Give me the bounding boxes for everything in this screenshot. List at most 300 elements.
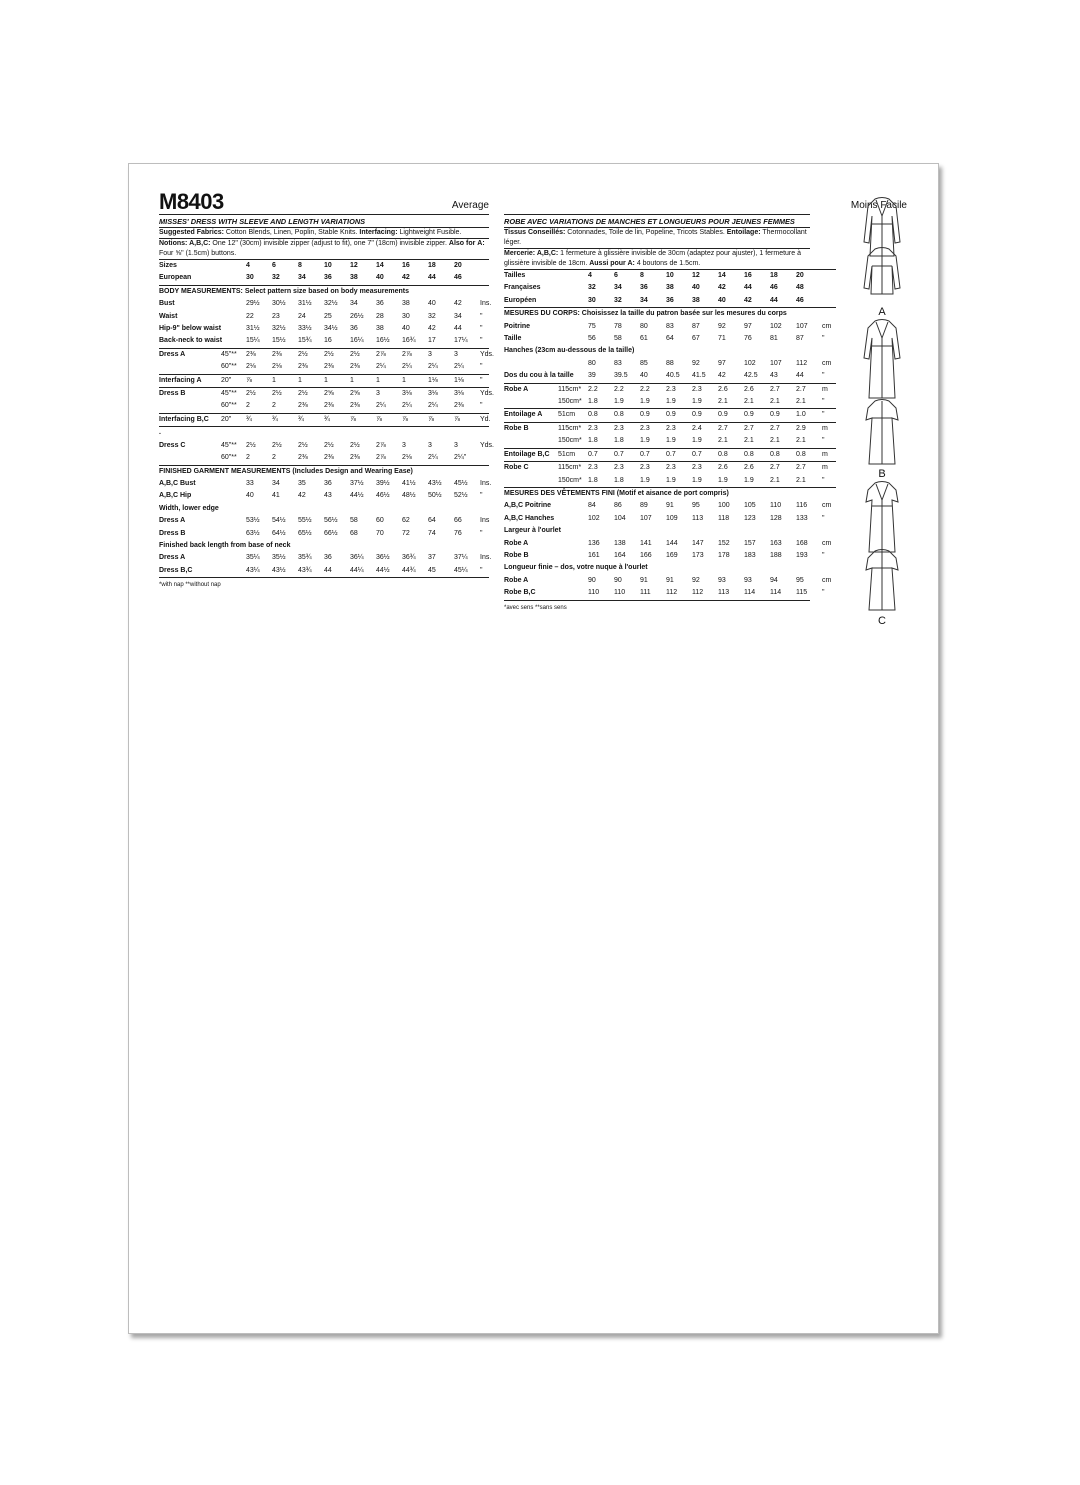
size-cell: 87 [796, 335, 804, 343]
french-header [504, 164, 907, 214]
size-cell: 113 [692, 514, 704, 522]
size-cell: 0.7 [666, 448, 692, 461]
size-cell: 173 [692, 551, 704, 559]
row-label: Robe B [504, 422, 558, 435]
size-cell: 60 [376, 517, 384, 525]
size-cell [298, 427, 324, 440]
size-cell: 118 [718, 514, 730, 522]
size-cell: 2½ [350, 441, 360, 449]
row-label: Dos du cou à la taille [504, 372, 574, 380]
unit-cell [822, 295, 836, 308]
fabric-width: 150cm* [558, 476, 582, 484]
interfacing-label: Interfacing: [359, 229, 398, 236]
size-cell: 70 [376, 529, 384, 537]
size-cell: 2.7 [796, 383, 822, 396]
size-cell: 86 [614, 502, 622, 510]
french-notions-a-text: 4 boutons de 1.5cm. [636, 260, 701, 267]
unit-cell [480, 427, 489, 440]
size-cell: 28 [376, 312, 384, 320]
size-cell: 2.1 [744, 437, 754, 445]
size-cell: 1 [350, 374, 376, 387]
row-label: Robe A [504, 576, 529, 584]
size-cell: 1.8 [614, 476, 624, 484]
fabric-width [558, 587, 588, 599]
size-cell: 36 [350, 325, 358, 333]
size-cell: 136 [588, 539, 600, 547]
size-cell: 110 [770, 502, 782, 510]
size-cell: 32½ [324, 300, 338, 308]
size-cell: 1 [376, 374, 402, 387]
table-row [504, 562, 836, 574]
size-cell: 141 [640, 539, 652, 547]
size-cell: 56 [588, 335, 596, 343]
size-cell: 80 [588, 359, 596, 367]
size-cell: 188 [770, 551, 782, 559]
size-cell: 39.5 [614, 372, 628, 380]
fabric-width [221, 260, 246, 273]
size-cell: 8 [640, 270, 666, 283]
unit-cell: " [480, 312, 483, 320]
size-cell: 15¼ [246, 337, 260, 345]
size-cell: 42 [718, 372, 726, 380]
size-cell: 0.8 [718, 448, 744, 461]
notions-line [159, 239, 489, 259]
size-cell: 32 [428, 312, 436, 320]
size-cell: 53½ [246, 517, 260, 525]
size-cell: 133 [796, 514, 808, 522]
fabric-width: 115cm* [558, 383, 588, 396]
size-cell: 168 [796, 539, 808, 547]
size-cell: 55½ [298, 517, 312, 525]
section-heading: Longueur finie – dos, votre nuque à l'ourlet [504, 564, 648, 572]
size-cell: 90 [588, 576, 596, 584]
row-label [504, 358, 558, 370]
size-cell: 43½ [272, 566, 286, 574]
row-label: Poitrine [504, 322, 531, 330]
size-cell: 10 [324, 260, 350, 273]
unit-cell: cm [822, 539, 832, 547]
size-cell: 4 [588, 270, 614, 283]
table-row [159, 552, 489, 564]
unit-cell: m [822, 383, 836, 396]
table-row [504, 409, 836, 422]
size-cell: 36 [324, 274, 332, 282]
size-cell [246, 427, 272, 440]
size-cell: 30 [402, 312, 410, 320]
size-cell: 1.9 [666, 398, 676, 406]
fabric-width [221, 272, 246, 284]
size-cell: 112 [666, 589, 678, 597]
table-row [159, 427, 489, 440]
size-cell: 3 [402, 441, 406, 449]
size-cell: 15¾ [298, 337, 312, 345]
size-cell: 34 [298, 274, 306, 282]
size-cell: 0.7 [640, 448, 666, 461]
size-cell: 1.9 [640, 437, 650, 445]
size-cell: 183 [744, 551, 756, 559]
english-footnote: *with nap **without nap [159, 582, 221, 589]
size-cell: ¾ [298, 413, 324, 426]
row-label: Dress B [159, 529, 186, 537]
size-cell: 102 [770, 322, 782, 330]
size-cell: 44 [428, 274, 436, 282]
size-cell: 36½ [376, 554, 390, 562]
row-label [504, 475, 558, 488]
size-cell: 48 [796, 284, 804, 292]
size-cell: 91 [640, 576, 648, 584]
size-cell: 2⅝ [350, 388, 376, 401]
size-cell: 67 [692, 335, 700, 343]
size-cell: 2½ [272, 441, 282, 449]
size-cell: 66 [454, 517, 462, 525]
size-cell: 43 [324, 492, 332, 500]
size-cell: 2.1 [718, 398, 728, 406]
size-cell: 2½ [298, 348, 324, 361]
size-cell: 72 [402, 529, 410, 537]
table-row [504, 383, 836, 396]
size-cell: 16¼ [350, 337, 364, 345]
size-cell: 3⅛ [428, 388, 454, 401]
unit-cell: " [480, 374, 489, 387]
size-cell: 14 [718, 270, 744, 283]
size-cell: 4 [246, 260, 272, 273]
size-cell: 46 [454, 274, 462, 282]
size-cell: 2⅜ [272, 348, 298, 361]
size-cell: 41 [272, 492, 280, 500]
size-cell: 2.3 [666, 383, 692, 396]
fabric-width: 60"** [221, 402, 237, 410]
size-cell: 41.5 [692, 372, 706, 380]
dress-c-front-icon [842, 480, 922, 615]
row-label: Robe B [504, 551, 529, 559]
size-cell: 85 [640, 359, 648, 367]
size-cell: 38 [666, 284, 674, 292]
size-cell: 43¼ [246, 566, 260, 574]
size-cell: ¾ [246, 413, 272, 426]
size-cell: 169 [666, 551, 678, 559]
row-label: A,B,C Hip [159, 492, 192, 500]
size-cell: 2.2 [640, 383, 666, 396]
size-cell: 36 [324, 479, 332, 487]
size-cell: 2¼ [428, 454, 438, 462]
size-cell: 113 [718, 589, 730, 597]
size-cell: 39 [588, 372, 596, 380]
table-row [504, 422, 836, 435]
size-cell: 100 [718, 502, 730, 510]
table-row [159, 413, 489, 426]
size-cell: 31½ [246, 325, 260, 333]
size-cell: 30 [588, 296, 596, 304]
size-cell: 2¼ [428, 363, 438, 371]
size-cell: 1 [298, 374, 324, 387]
row-label: A,B,C Bust [159, 479, 196, 487]
size-cell: 2⅞ [376, 348, 402, 361]
size-cell: 40 [376, 274, 384, 282]
size-cell: 36 [640, 284, 648, 292]
difficulty-level: Average [451, 200, 489, 211]
size-cell: 94 [770, 576, 778, 584]
size-cell: 2⅛ [402, 454, 412, 462]
size-cell: 2½ [298, 441, 308, 449]
size-cell: 2⅛ [272, 363, 282, 371]
size-cell: 1.0 [796, 409, 822, 422]
table-row [504, 295, 836, 308]
size-cell: 25 [324, 312, 332, 320]
size-cell [454, 427, 480, 440]
size-cell: 1.8 [588, 437, 598, 445]
pattern-envelope-back [128, 163, 939, 1334]
size-cell: 38 [376, 325, 384, 333]
table-row [159, 272, 489, 284]
size-cell: 102 [744, 359, 756, 367]
divider [504, 600, 810, 601]
size-cell: 16½ [376, 337, 390, 345]
size-cell: 12 [692, 270, 718, 283]
size-cell: 3 [454, 441, 458, 449]
table-row [504, 370, 836, 383]
row-label: Hip-9" below waist [159, 325, 222, 333]
size-cell: 44 [770, 296, 778, 304]
size-cell: ¾ [272, 413, 298, 426]
size-cell: 42 [298, 492, 306, 500]
size-cell: 2.7 [770, 462, 796, 475]
row-label [159, 400, 221, 413]
fabric-width: 20" [221, 374, 246, 387]
size-cell: 6 [614, 270, 640, 283]
size-cell: 56½ [324, 517, 338, 525]
size-cell: 104 [614, 514, 626, 522]
size-cell: 2.2 [614, 383, 640, 396]
unit-cell [480, 260, 489, 273]
size-cell: 2 [272, 402, 276, 410]
row-label: Interfacing B,C [159, 413, 221, 426]
size-cell: 2¼ [428, 402, 438, 410]
size-cell: 2⅜ [246, 348, 272, 361]
french-footnote: *avec sens **sans sens [504, 604, 567, 611]
unit-cell: Yds. [480, 388, 489, 401]
section-heading: Largeur à l'ourlet [504, 527, 561, 535]
table-row [159, 285, 489, 298]
size-cell: 2.7 [718, 422, 744, 435]
size-cell: 2¼ [402, 363, 412, 371]
size-cell: 2½ [272, 388, 298, 401]
fabric-width: 150cm* [558, 398, 582, 406]
size-cell: 2½ [298, 388, 324, 401]
size-cell: 107 [796, 322, 808, 330]
size-cell: 3 [454, 348, 480, 361]
french-notions-a-label: Aussi pour A: [589, 260, 635, 267]
size-cell: 46½ [376, 492, 390, 500]
size-cell: 36 [666, 296, 674, 304]
size-cell: 157 [744, 539, 756, 547]
table-row [159, 388, 489, 401]
row-label: Interfacing A [159, 374, 221, 387]
size-cell: 2⅝ [324, 388, 350, 401]
size-cell: 35½ [272, 554, 286, 562]
garment-illustrations [842, 194, 922, 627]
unit-cell: " [822, 437, 825, 445]
table-row [504, 345, 836, 357]
size-cell: 2.7 [770, 383, 796, 396]
size-cell: 95 [796, 576, 804, 584]
size-cell: 44 [796, 372, 804, 380]
size-cell: 2⅜ [324, 363, 334, 371]
header-rule [504, 214, 810, 215]
size-cell: 2.6 [744, 462, 770, 475]
size-cell: 91 [666, 576, 674, 584]
fabric-width [558, 575, 588, 587]
size-cell: 163 [770, 539, 782, 547]
size-cell: 2.6 [718, 462, 744, 475]
row-label: Back-neck to waist [159, 337, 223, 345]
size-cell: 0.9 [718, 409, 744, 422]
view-letter-c: C [878, 615, 886, 627]
size-cell: 2.1 [796, 398, 806, 406]
dress-b-front-icon [842, 318, 922, 468]
size-cell: 115 [796, 589, 808, 597]
size-cell: 93 [718, 576, 726, 584]
fabric-width [558, 333, 588, 345]
size-cell: 2⅞ [376, 454, 386, 462]
size-cell: 20 [796, 270, 822, 283]
unit-cell: " [822, 551, 825, 559]
table-row [159, 478, 489, 490]
fabric-width [558, 513, 588, 525]
size-cell: 40 [402, 325, 410, 333]
size-cell: 2½ [246, 441, 256, 449]
fabric-width [558, 500, 588, 512]
size-cell: 6 [272, 260, 298, 273]
size-cell: 44¼ [350, 566, 364, 574]
unit-cell: cm [822, 322, 832, 330]
size-cell: 71 [718, 335, 726, 343]
size-cell: 95 [692, 502, 700, 510]
size-cell: 42 [718, 284, 726, 292]
fabric-width [221, 311, 246, 323]
size-cell: 34 [350, 300, 358, 308]
size-cell: 2.1 [770, 476, 780, 484]
size-cell: 36 [324, 554, 332, 562]
size-cell: ⅞ [246, 374, 272, 387]
section-heading: BODY MEASUREMENTS: Select pattern size based on body measurements [159, 285, 489, 298]
table-row [159, 298, 489, 310]
size-cell: 0.7 [692, 448, 718, 461]
size-cell: 0.8 [588, 409, 614, 422]
size-cell: 35 [298, 479, 306, 487]
size-cell: 30 [246, 274, 254, 282]
table-row [504, 333, 836, 345]
size-cell: 42.5 [744, 372, 758, 380]
row-label: Entoilage A [504, 409, 558, 422]
row-label [504, 396, 558, 409]
table-row [504, 462, 836, 475]
size-cell: 35¼ [246, 554, 260, 562]
size-cell: 2.3 [588, 422, 614, 435]
size-cell: ¾ [324, 413, 350, 426]
fabric-width: 51cm [558, 409, 588, 422]
size-cell: 2.3 [614, 422, 640, 435]
english-size-table [159, 259, 495, 577]
size-cell: 2.7 [744, 422, 770, 435]
unit-cell: m [822, 462, 836, 475]
table-row [159, 528, 489, 540]
size-cell: 110 [588, 589, 600, 597]
row-label: Robe A [504, 539, 529, 547]
size-cell: 2⅜ [454, 402, 464, 410]
size-cell: 45¼ [454, 566, 468, 574]
unit-cell: " [822, 514, 825, 522]
size-cell: 2.1 [718, 437, 728, 445]
size-cell: 111 [640, 589, 651, 597]
fabric-width [221, 335, 246, 347]
size-cell: ⅞ [350, 413, 376, 426]
notions-label: Notions: A,B,C: [159, 240, 211, 247]
table-row [159, 503, 489, 515]
table-row [504, 282, 836, 294]
section-heading: FINISHED GARMENT MEASUREMENTS (Includes Design and Wearing Ease) [159, 465, 489, 478]
interfacing-text: Lightweight Fusible. [399, 229, 462, 236]
french-fabrics-label: Tissus Conseillés: [504, 229, 566, 236]
size-cell: 1.9 [692, 476, 702, 484]
size-cell: 40 [246, 492, 254, 500]
unit-cell: " [480, 566, 483, 574]
fabric-width: 51cm [558, 448, 588, 461]
size-cell: 40 [692, 284, 700, 292]
unit-cell: " [480, 492, 483, 500]
size-cell: 110 [614, 589, 626, 597]
fabric-width: 115cm* [558, 422, 588, 435]
unit-cell: " [480, 402, 483, 410]
size-cell: 2⅛ [246, 363, 256, 371]
size-cell: 152 [718, 539, 730, 547]
size-cell: 17¼ [454, 337, 468, 345]
view-letter-a: A [878, 306, 886, 318]
table-row [159, 440, 489, 452]
size-cell: 58 [350, 517, 358, 525]
size-cell: 2⅞ [402, 348, 428, 361]
fabric-width: 115cm* [558, 462, 588, 475]
size-cell: 44½ [376, 566, 390, 574]
size-cell: 37 [428, 554, 436, 562]
size-cell: 87 [692, 322, 700, 330]
divider [159, 577, 489, 578]
size-cell: 93 [744, 576, 752, 584]
size-cell: 2⅜ [324, 454, 334, 462]
size-cell: 1 [324, 374, 350, 387]
size-cell: 2.6 [718, 383, 744, 396]
fabric-width: 45"** [221, 388, 246, 401]
size-cell: 2.3 [692, 462, 718, 475]
size-cell: 1.8 [614, 437, 624, 445]
table-row [504, 321, 836, 333]
size-cell: 92 [692, 359, 700, 367]
size-cell: 68 [350, 529, 358, 537]
fabric-width [221, 552, 246, 564]
row-label: Robe B,C [504, 589, 536, 597]
unit-cell: cm [822, 359, 832, 367]
size-cell: 38 [692, 296, 700, 304]
dress-a-front-icon [842, 194, 922, 306]
section-heading: Hanches (23cm au-dessous de la taille) [504, 347, 635, 355]
fabric-width [221, 427, 246, 440]
size-cell: 46 [770, 284, 778, 292]
size-cell: 34 [640, 296, 648, 304]
size-cell: 166 [640, 551, 652, 559]
size-cell: 35¾ [298, 554, 312, 562]
size-cell: 83 [666, 322, 674, 330]
size-cell: 2.4 [692, 422, 718, 435]
size-cell: 2.3 [640, 462, 666, 475]
